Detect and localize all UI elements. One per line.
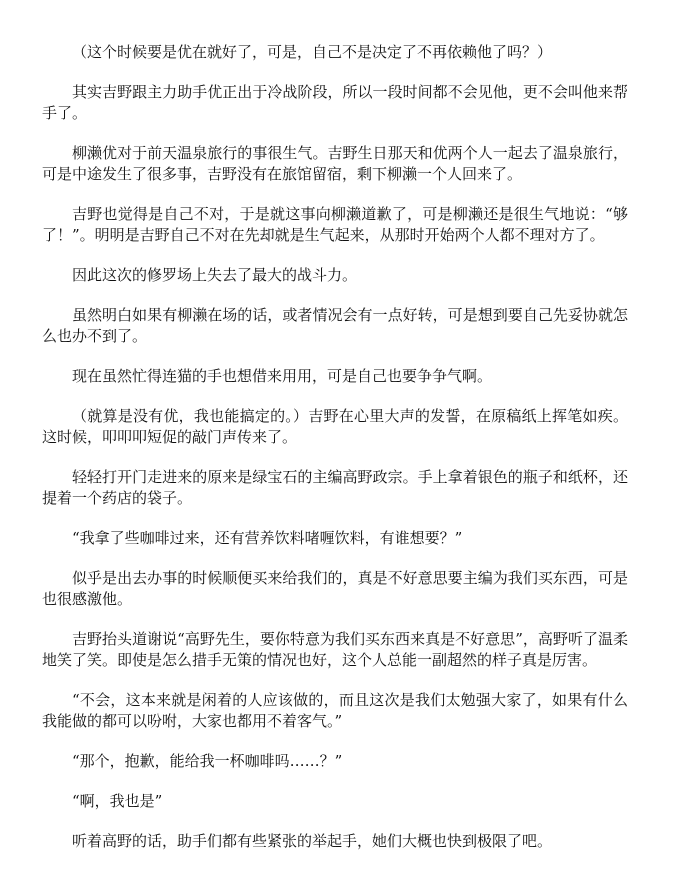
paragraph-5: 因此这次的修罗场上失去了最大的战斗力。 bbox=[72, 266, 358, 284]
paragraph-13: “不会，这本来就是闲着的人应该做的，而且这次是我们太勉强大家了，如果有什么我能做的都可以吩咐，大家也都用不着客气。” bbox=[42, 691, 628, 730]
paragraph-3: 柳濑优对于前天温泉旅行的事很生气。吉野生日那天和优两个人一起去了温泉旅行，可是中途发生了很多事，吉野没有在旅馆留宿，剩下柳濑一个人回来了。 bbox=[42, 144, 628, 183]
paragraph-15: “啊，我也是” bbox=[72, 792, 163, 810]
paragraph-16: 听着高野的话，助手们都有些紧张的举起手，她们大概也快到极限了吧。 bbox=[72, 832, 553, 850]
paragraph-12: 吉野抬头道谢说“高野先生，要你特意为我们买东西来真是不好意思”，高野听了温柔地笑了笑。即使是怎么措手无策的情况也好，这个人总能一副超然的样子真是厉害。 bbox=[42, 630, 628, 669]
paragraph-14: “那个，抱歉，能给我一杯咖啡吗……？” bbox=[72, 752, 343, 770]
paragraph-6: 虽然明白如果有柳濑在场的话，或者情况会有一点好转，可是想到要自己先妥协就怎么也办不到了。 bbox=[42, 306, 628, 345]
paragraph-11: 似乎是出去办事的时候顺便买来给我们的，真是不好意思要主编为我们买东西，可是也很感激他。 bbox=[42, 569, 628, 608]
paragraph-8: （就算是没有优，我也能搞定的。）吉野在心里大声的发誓，在原稿纸上挥笔如疾。这时候，叩叩叩短促的敲门声传来了。 bbox=[42, 407, 628, 446]
paragraph-9: 轻轻打开门走进来的原来是绿宝石的主编高野政宗。手上拿着银色的瓶子和纸杯，还提着一个药店的袋子。 bbox=[42, 468, 628, 507]
paragraph-7: 现在虽然忙得连猫的手也想借来用用，可是自己也要争争气啊。 bbox=[72, 367, 493, 385]
paragraph-2: 其实吉野跟主力助手优正出于冷战阶段，所以一段时间都不会见他，更不会叫他来帮手了。 bbox=[42, 83, 628, 122]
paragraph-4: 吉野也觉得是自己不对，于是就这事向柳濑道歉了，可是柳濑还是很生气地说：“够了！”。明明是吉野自己不对在先却就是生气起来，从那时开始两个人都不理对方了。 bbox=[42, 205, 628, 244]
paragraph-1: （这个时候要是优在就好了，可是，自己不是决定了不再依赖他了吗？） bbox=[72, 43, 553, 61]
paragraph-10: “我拿了些咖啡过来，还有营养饮料啫喱饮料，有谁想要？” bbox=[72, 529, 463, 547]
